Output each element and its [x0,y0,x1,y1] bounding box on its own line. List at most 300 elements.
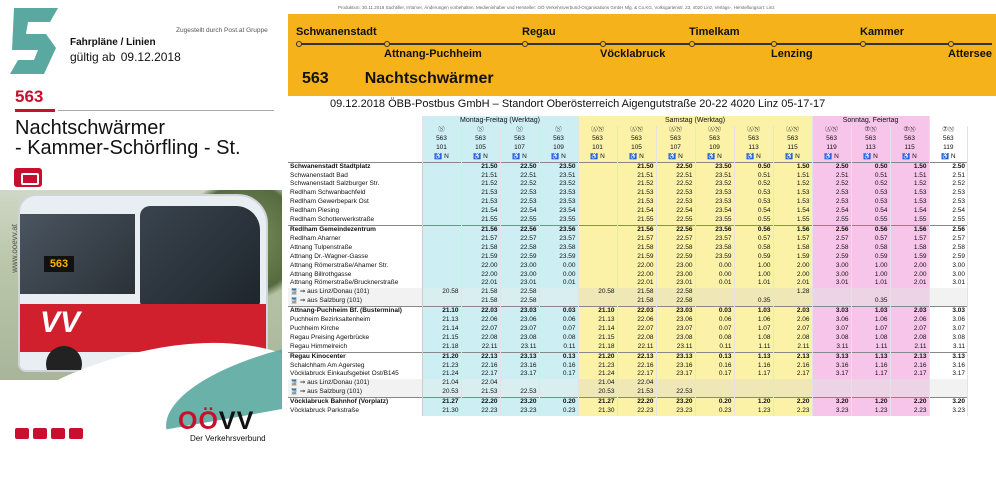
departure-time: 0.23 [539,407,578,416]
departure-time: 23.16 [656,362,695,371]
header-line: 563 [422,135,461,144]
stop-name: Redlham Piesing [288,207,422,216]
header-access: ♿ N [812,153,851,162]
departure-time: 21.13 [422,316,461,325]
departure-time [812,297,851,306]
departure-time: 22.53 [656,198,695,207]
departure-time: 21.52 [617,180,656,189]
table-row [288,325,968,334]
departure-time: 1.20 [851,398,890,407]
departure-time: 0.20 [695,398,734,407]
header-access: ♿ N [422,153,461,162]
stop-name: Redlham Gewerbepark Ost [288,198,422,207]
departure-time: 0.11 [695,343,734,352]
departure-time: 23.52 [695,180,734,189]
departure-time: 21.20 [578,352,617,361]
departure-time: 2.00 [773,271,812,280]
stop-name: 🚆 ⇒ aus Salzburg (101) [288,388,422,397]
departure-time: 23.01 [656,279,695,288]
left-panel [0,0,282,486]
departure-time: 23.06 [656,316,695,325]
stop-name: Attnang Dr.-Wagner-Gasse [288,253,422,262]
departure-time [656,379,695,388]
departure-time: 22.58 [656,288,695,297]
operator-info: 09.12.2018 ÖBB-Postbus GmbH – Standort Oberösterreich Aigengutstraße 20-22 4020 Linz 05-17-17 [330,98,826,110]
departure-time: 22.59 [656,253,695,262]
table-row [288,307,968,316]
departure-time [851,388,890,397]
departure-time: 23.55 [539,216,578,225]
departure-time: 23.08 [656,334,695,343]
departure-time [422,207,461,216]
departure-time [890,379,929,388]
header-symbol: ⑦Ⓝ [890,126,929,135]
table-row [288,198,968,207]
departure-time: 23.54 [695,207,734,216]
departure-time: 23.17 [656,370,695,379]
stop-name: 🚆 ⇒ aus Linz/Donau (101) [288,288,422,297]
departure-time: 1.59 [890,253,929,262]
departure-time: 22.17 [617,370,656,379]
ooevv-subtitle: Der Verkehrsverbund [190,434,266,443]
header-line: 563 [734,135,773,144]
departure-time: 22.13 [461,352,500,361]
header-course: 113 [734,144,773,153]
departure-time: 22.04 [617,379,656,388]
departure-time: 23.56 [539,225,578,234]
departure-time: 23.50 [539,162,578,171]
header-course: 101 [578,144,617,153]
header-line: 563 [890,135,929,144]
departure-time: 23.56 [695,225,734,234]
departure-time: 23.51 [695,172,734,181]
departure-time: 20.58 [578,288,617,297]
table-row [288,352,968,361]
departure-time: 23.53 [695,189,734,198]
departure-time [929,379,967,388]
website-url: www.ooevv.at [10,224,19,273]
departure-time: 1.00 [851,262,890,271]
departure-time: 21.24 [578,370,617,379]
header-symbol: Ⓢ [539,126,578,135]
departure-time: 3.06 [929,316,967,325]
stop-name: Puchheim Kirche [288,325,422,334]
departure-time: 0.58 [734,244,773,253]
departure-time: 0.55 [734,216,773,225]
header-access: ♿ N [461,153,500,162]
departure-time: 1.23 [851,407,890,416]
departure-time [578,225,617,234]
ooevv-logo: OÖVV [178,407,255,435]
departure-time: 3.06 [812,316,851,325]
departure-time: 21.57 [617,235,656,244]
departure-time: 22.53 [500,388,539,397]
departure-time: 1.00 [734,271,773,280]
divider [58,110,274,111]
header-line: 563 [812,135,851,144]
departure-time: 22.06 [617,316,656,325]
departure-time [578,207,617,216]
production-note: Produktion: 30.11.2018 Sachtiller, Irrtümer, Änderungen vorbehalten. Medieninhaber und Hersteller: OÖ Verkehrsverbund-Organisations GmbH Nfg. & Co.KG, Volksgartenstr. 23, 4020 Linz, Verlags-, Herstellungsort: Linz [338,5,775,10]
departure-time: 0.52 [734,180,773,189]
header-course: 119 [812,144,851,153]
stop-attersee: Attersee [948,48,992,60]
departure-time: 23.11 [656,343,695,352]
departure-time: 2.56 [812,225,851,234]
departure-time: 22.50 [656,162,695,171]
departure-time [422,253,461,262]
departure-time: 21.53 [461,388,500,397]
departure-time: 0.54 [851,207,890,216]
departure-time: 21.58 [617,297,656,306]
departure-time: 23.59 [539,253,578,262]
stop-name: Redlham Schotterwerkstraße [288,216,422,225]
table-row [288,398,968,407]
departure-time: 2.55 [812,216,851,225]
departure-time: 0.03 [695,307,734,316]
departure-time: 21.50 [461,162,500,171]
header-symbol: Ⓢ [500,126,539,135]
departure-time: 3.00 [929,271,967,280]
stop-name: Attnang Römerstraße/Brucknerstraße [288,279,422,288]
header-course: 105 [461,144,500,153]
departure-time: 2.20 [773,398,812,407]
departure-time: 1.07 [734,325,773,334]
departure-time: 3.23 [929,407,967,416]
stop-voecklabruck: Vöcklabruck [600,48,665,60]
departure-time: 23.13 [656,352,695,361]
header-course: 107 [656,144,695,153]
info-icons [15,428,83,439]
header-course: 119 [929,144,967,153]
stop-kammer: Kammer [860,26,904,38]
departure-time [422,225,461,234]
departure-time: 23.20 [500,398,539,407]
departure-time: 1.17 [851,370,890,379]
departure-time: 1.54 [890,207,929,216]
departure-time: 2.16 [773,362,812,371]
departure-time: 2.08 [890,334,929,343]
departure-time: 0.13 [695,352,734,361]
departure-time: 23.08 [500,334,539,343]
header-access: ♿ N [539,153,578,162]
departure-time [578,271,617,280]
departure-time: 0.53 [734,189,773,198]
departure-time: 3.07 [929,325,967,334]
departure-time [929,388,967,397]
departure-time: 21.51 [617,172,656,181]
day-group-header: Montag-Freitag (Werktag) [422,116,578,126]
departure-time: 0.06 [695,316,734,325]
departure-time: 22.08 [461,334,500,343]
departure-time: 0.01 [539,279,578,288]
departure-time: 1.06 [734,316,773,325]
departure-time: 1.54 [773,207,812,216]
stop-name: 🚆 ⇒ aus Linz/Donau (101) [288,379,422,388]
departure-time: 2.07 [773,325,812,334]
departure-time: 0.13 [539,352,578,361]
line-title-1: Nachtschwärmer [15,117,166,139]
header-symbol: ⑦Ⓝ [929,126,967,135]
departure-time: 1.13 [734,352,773,361]
departure-time: 1.06 [851,316,890,325]
day-group-header: Samstag (Werktag) [578,116,812,126]
departure-time [890,297,929,306]
departure-time: 1.28 [773,288,812,297]
night-icon [69,428,83,439]
departure-time: 22.03 [617,307,656,316]
departure-time: 21.18 [578,343,617,352]
departure-time: 0.53 [851,189,890,198]
header-course: 105 [617,144,656,153]
departure-time: 22.11 [461,343,500,352]
header-access: ♿ N [695,153,734,162]
stop-attnang-puchheim: Attnang-Puchheim [384,48,482,60]
header-blank [288,153,422,162]
header-symbol: ⒶⓃ [656,126,695,135]
departure-time: 2.53 [812,198,851,207]
stop-name: Schwanenstadt Bad [288,172,422,181]
table-row [288,253,968,262]
departure-time [578,297,617,306]
departure-time: 23.50 [695,162,734,171]
table-row [288,388,968,397]
departure-time: 22.53 [500,189,539,198]
departure-time [422,235,461,244]
departure-time [578,162,617,171]
bike-icon [51,428,65,439]
departure-time [734,379,773,388]
departure-time: 23.11 [500,343,539,352]
departure-time: 0.23 [695,407,734,416]
departure-time: 22.58 [500,288,539,297]
departure-time: 23.00 [656,262,695,271]
departure-time [890,388,929,397]
departure-time [422,189,461,198]
departure-time: 3.17 [812,370,851,379]
table-row [288,262,968,271]
departure-time: 23.01 [500,279,539,288]
departure-time: 0.03 [539,307,578,316]
departure-time: 21.53 [617,388,656,397]
stop-name: 🚆 ⇒ aus Salzburg (101) [288,297,422,306]
departure-time: 21.14 [578,325,617,334]
departure-time: 1.57 [773,235,812,244]
departure-time: 22.23 [617,407,656,416]
departure-time: 21.23 [422,362,461,371]
stop-name: Attnang Billrothgasse [288,271,422,280]
departure-time: 1.55 [890,216,929,225]
departure-time: 21.59 [461,253,500,262]
header-access: ♿ N [617,153,656,162]
stop-name: Vöcklabruck Einkaufsgebiet Ost/B145 [288,370,422,379]
departure-time: 0.55 [851,216,890,225]
departure-time: 0.51 [734,172,773,181]
departure-time: 2.54 [812,207,851,216]
departure-time [578,244,617,253]
departure-time: 1.52 [890,180,929,189]
departure-time: 22.16 [617,362,656,371]
departure-time: 2.17 [890,370,929,379]
info-icon [15,428,29,439]
departure-time: 1.00 [851,271,890,280]
departure-time: 22.52 [500,180,539,189]
departure-time: 3.16 [929,362,967,371]
departure-time: 0.52 [851,180,890,189]
header-symbol: ⒶⓃ [734,126,773,135]
departure-time: 21.24 [422,370,461,379]
departure-time: 3.00 [929,262,967,271]
departure-time: 0.56 [734,225,773,234]
table-row [288,235,968,244]
departure-time: 23.58 [695,244,734,253]
departure-time: 1.16 [734,362,773,371]
departure-time [578,253,617,262]
departure-time: 23.52 [539,180,578,189]
departure-time: 22.07 [461,325,500,334]
departure-time [578,189,617,198]
departure-time: 21.30 [422,407,461,416]
departure-time: 2.59 [812,253,851,262]
departure-time: 3.23 [812,407,851,416]
stop-name: Redlham Gemeindezentrum [288,225,422,234]
departure-time: 2.07 [890,325,929,334]
stop-name: Schwanenstadt Salzburger Str. [288,180,422,189]
departure-time [929,288,967,297]
departure-time [422,244,461,253]
departure-time [578,235,617,244]
header-line: 563 [851,135,890,144]
table-row [288,316,968,325]
departure-time [851,288,890,297]
departure-time: 23.53 [539,189,578,198]
departure-time: 21.58 [617,288,656,297]
departure-time [773,297,812,306]
departure-time: 1.53 [773,198,812,207]
departure-time: 23.06 [500,316,539,325]
header-symbol: ⑦Ⓝ [851,126,890,135]
departure-time: 23.53 [539,198,578,207]
departure-time [500,379,539,388]
header-line: 563 [656,135,695,144]
departure-time: 23.23 [500,407,539,416]
departure-time: 2.03 [890,307,929,316]
departure-time: 1.53 [890,189,929,198]
departure-time: 21.53 [461,198,500,207]
departure-time: 1.11 [734,343,773,352]
departure-time: 0.00 [695,271,734,280]
departure-time: 3.01 [812,279,851,288]
departure-time [539,388,578,397]
header-line: 563 [461,135,500,144]
stop-name: Puchheim Bezirksaltenheim [288,316,422,325]
departure-time: 22.04 [461,379,500,388]
table-row [288,370,968,379]
header-symbol: ⒶⓃ [578,126,617,135]
departure-time: 2.56 [929,225,967,234]
stop-name: Regau Kinocenter [288,352,422,361]
departure-time: 2.53 [812,189,851,198]
departure-time: 1.53 [773,189,812,198]
header-symbol: ⒶⓃ [695,126,734,135]
departure-time [578,180,617,189]
table-row [288,207,968,216]
bus-icon [14,168,42,187]
departure-time: 0.56 [851,225,890,234]
departure-time: 2.00 [773,262,812,271]
departure-time: 22.00 [617,262,656,271]
departure-time: 1.51 [890,172,929,181]
departure-time: 21.54 [617,207,656,216]
departure-time: 1.56 [773,225,812,234]
five-logo-icon [10,8,58,74]
departure-time: 2.20 [890,398,929,407]
departure-time: 1.59 [773,253,812,262]
departure-time: 23.03 [500,307,539,316]
departure-time: 22.08 [617,334,656,343]
departure-time: 1.03 [851,307,890,316]
table-row [288,334,968,343]
departure-time: 3.01 [929,279,967,288]
departure-time: 23.59 [695,253,734,262]
departure-time: 0.51 [851,172,890,181]
stop-name: Redlham Aharner [288,235,422,244]
header-access: ♿ N [773,153,812,162]
departure-time [695,288,734,297]
departure-time: 21.57 [461,235,500,244]
departure-time: 1.55 [773,216,812,225]
departure-time: 22.53 [500,198,539,207]
stop-schwanenstadt: Schwanenstadt [296,26,377,38]
departure-time: 21.58 [617,244,656,253]
departure-time: 0.59 [851,253,890,262]
departure-time [422,180,461,189]
departure-time [578,172,617,181]
timetable [288,116,968,416]
table-row [288,279,968,288]
departure-time: 0.50 [734,162,773,171]
departure-time: 0.58 [851,244,890,253]
departure-time: 2.57 [812,235,851,244]
header-access: ♿ N [500,153,539,162]
departure-time: 3.03 [812,307,851,316]
departure-time: 0.08 [539,334,578,343]
departure-time [539,297,578,306]
departure-time: 2.52 [929,180,967,189]
stop-lenzing: Lenzing [771,48,813,60]
departure-time [695,297,734,306]
departure-time: 0.11 [539,343,578,352]
valid-from: gültig ab 09.12.2018 [70,50,181,64]
departure-time: 0.35 [851,297,890,306]
departure-time: 1.56 [890,225,929,234]
departure-time: 21.51 [461,172,500,181]
table-row [288,189,968,198]
departure-time: 22.59 [500,253,539,262]
departure-time: 1.50 [773,162,812,171]
departure-time: 22.51 [500,172,539,181]
departure-time: 22.57 [656,235,695,244]
departure-time: 22.58 [500,297,539,306]
departure-time [422,297,461,306]
departure-time [695,388,734,397]
departure-time: 0.07 [539,325,578,334]
departure-time: 2.17 [773,370,812,379]
departure-time: 3.17 [929,370,967,379]
departure-time: 3.08 [812,334,851,343]
departure-time [422,172,461,181]
departure-time: 2.08 [773,334,812,343]
